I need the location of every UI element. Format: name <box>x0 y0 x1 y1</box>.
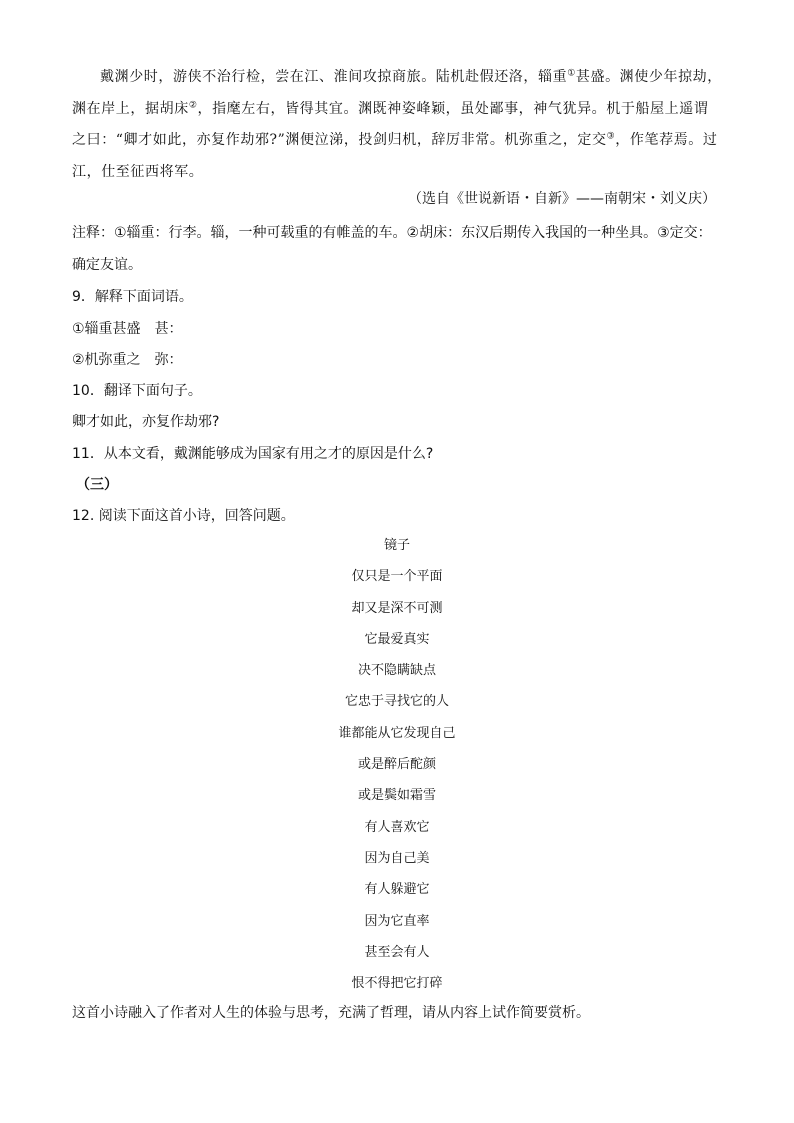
poem-line: 或是醉后酡颜 <box>357 757 436 773</box>
section-heading: （三） <box>76 477 118 493</box>
poem-title: 镜子 <box>383 538 410 553</box>
item-phrase: ②机弥重之 <box>72 352 141 368</box>
poem-line: 有人躲避它 <box>364 882 430 898</box>
question-9-item-2 <box>72 349 183 369</box>
poem-line: 仅只是一个平面 <box>351 569 443 585</box>
footnote-mark-3: ③ <box>606 131 616 142</box>
question-12-title: 12. 阅读下面这首小诗，回答问题。 <box>72 508 295 524</box>
poem-line: 决不隐瞒缺点 <box>357 663 436 679</box>
question-10-sentence: 卿才如此，亦复作劫邪? <box>72 414 220 430</box>
passage-text: 甚盛。渊使少年掠劫，渊在岸上，据胡床 <box>72 69 722 117</box>
poem <box>0 530 794 999</box>
poem-line: 甚至会有人 <box>364 944 430 960</box>
poem-line: 谁都能从它发现自己 <box>338 725 456 741</box>
poem-line: 或是鬓如霜雪 <box>357 788 436 804</box>
poem-line: 恨不得把它打碎 <box>351 976 443 992</box>
poem-line: 它最爱真实 <box>364 631 430 647</box>
notes-line-1: 注释：①辎重：行李。辎，一种可载重的有帷盖的车。②胡床：东汉后期传入我国的一种坐具。③定交： <box>72 225 712 241</box>
poem-line: 因为自己美 <box>364 850 430 866</box>
question-11-title: 11．从本文看，戴渊能够成为国家有用之才的原因是什么? <box>72 446 434 462</box>
question-10-title: 10．翻译下面句子。 <box>72 383 202 399</box>
classical-passage <box>72 62 722 188</box>
footnote-mark-1: ① <box>567 68 576 79</box>
question-12-prompt: 这首小诗融入了作者对人生的体验与思考，充满了哲理，请从内容上试作简要赏析。 <box>72 1005 590 1021</box>
poem-line: 有人喜欢它 <box>364 819 430 835</box>
item-phrase: ①辎重甚盛 <box>72 321 141 337</box>
passage-text: ，指麾左右，皆得其宜。渊既神姿峰颖，虽处鄙事，神气犹异。机于船屋上遥谓之曰：“卿才如此，亦复作劫邪?”渊便泣涕，投剑归机，辞厉非常。机弥重之，定交 <box>72 100 709 148</box>
poem-line: 却又是深不可测 <box>351 600 443 616</box>
poem-line: 因为它直率 <box>364 913 430 929</box>
passage-text: 戴渊少时，游侠不治行检，尝在江、淮间攻掠商旅。陆机赴假还洛，辎重 <box>100 69 568 85</box>
question-9-item-1 <box>72 318 183 338</box>
question-9-title: 9．解释下面词语。 <box>72 289 193 305</box>
passage-text: ，作笔荐焉。过江，仕至征西将军。 <box>72 132 718 180</box>
footnote-mark-2: ② <box>188 99 198 110</box>
item-word: 甚： <box>154 321 183 337</box>
item-word: 弥： <box>154 352 183 368</box>
source-citation: （选自《世说新语・自新》——南朝宋・刘义庆） <box>408 191 716 207</box>
poem-line: 它忠于寻找它的人 <box>344 694 449 710</box>
notes-line-2: 确定友谊。 <box>72 257 142 273</box>
